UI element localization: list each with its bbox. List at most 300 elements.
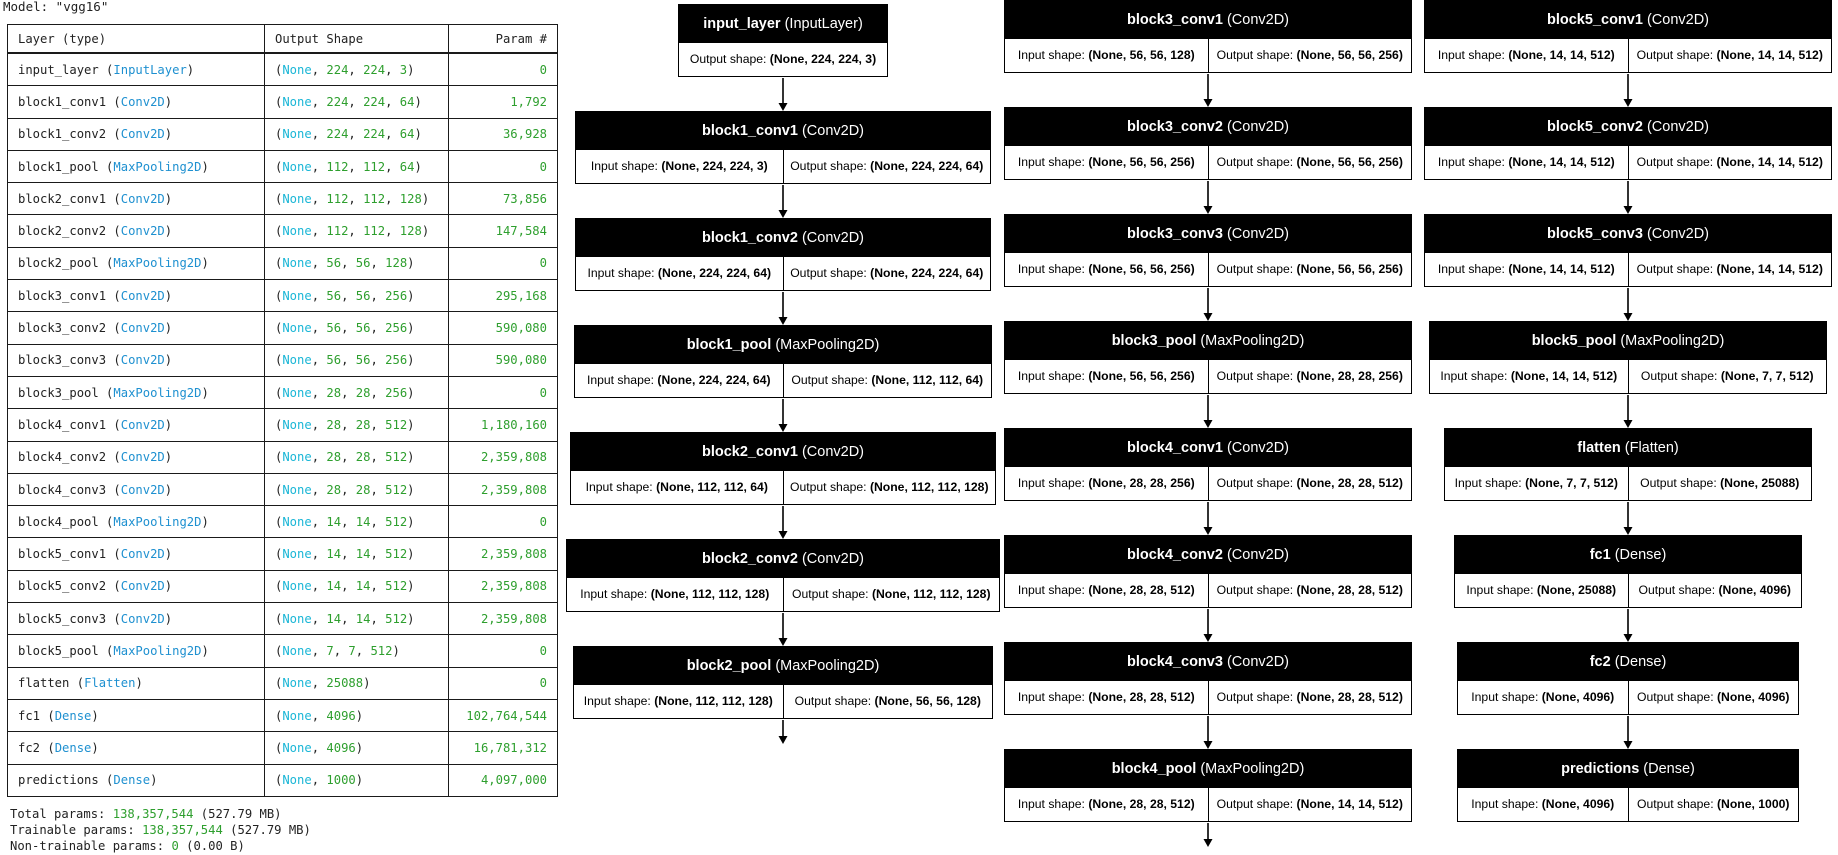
layer-name: block3_pool [18, 385, 99, 400]
output-shape-value: (None, 14, 14, 512) [1716, 48, 1823, 62]
shape-dim: 56 [326, 353, 342, 368]
layer-node [575, 218, 991, 291]
input-shape-value: (None, 56, 56, 256) [1088, 155, 1195, 169]
output-shape-cell: (None, 14, 14, 512) [265, 506, 449, 538]
input-shape [567, 578, 783, 611]
input-shape-value: (None, 14, 14, 512) [1508, 155, 1615, 169]
shape-dim: 56 [355, 256, 371, 271]
totals-size: (527.79 MB) [193, 807, 282, 821]
output-shape-value: (None, 28, 28, 512) [1296, 690, 1403, 704]
output-shape-label: Output shape: [1636, 155, 1717, 169]
layer-type: Dense [54, 708, 92, 723]
input-shape [1458, 788, 1628, 821]
totals-label: Trainable params: [10, 823, 143, 837]
input-shape-value: (None, 224, 224, 64) [657, 373, 771, 387]
layer-node [573, 646, 993, 719]
shape-dim: 56 [326, 256, 342, 271]
input-shape-label: Input shape: [590, 159, 662, 173]
input-shape [1005, 360, 1208, 393]
shape-dim: 256 [385, 288, 408, 303]
shape-dim: 224 [326, 127, 349, 142]
output-shape-value: (None, 112, 112, 64) [871, 373, 984, 387]
shape-dim: 14 [326, 611, 342, 626]
output-shape [1208, 253, 1412, 286]
layer-node-type: (Conv2D) [801, 123, 864, 139]
layer-node-shapes [576, 150, 990, 183]
layer-node-header [1005, 322, 1411, 360]
layer-node-header [679, 5, 887, 43]
shape-dim: 256 [385, 385, 408, 400]
input-shape-value: (None, 56, 56, 256) [1088, 262, 1195, 276]
layer-type: Conv2D [120, 321, 165, 336]
layer-cell: block2_pool (MaxPooling2D) [8, 247, 265, 279]
layer-node-type: (Conv2D) [1646, 119, 1709, 135]
output-shape [1208, 467, 1412, 500]
layer-node-name: block5_conv2 [1547, 119, 1643, 135]
table-row [8, 603, 558, 635]
shape-none: None [282, 708, 312, 723]
output-shape-label: Output shape: [1216, 583, 1297, 597]
layer-node-header [575, 326, 991, 364]
layer-node [1004, 535, 1412, 608]
shape-dim: 512 [385, 547, 408, 562]
table-row [8, 247, 558, 279]
edge-arrowhead [1624, 206, 1633, 214]
layer-name: block2_conv2 [18, 224, 107, 239]
input-shape-label: Input shape: [1017, 476, 1089, 490]
param-count-cell [449, 344, 558, 376]
layer-cell: block1_conv1 (Conv2D) [8, 86, 265, 118]
layer-type: Dense [113, 773, 151, 788]
layer-name: block4_conv3 [18, 482, 107, 497]
output-shape [1208, 788, 1412, 821]
output-shape-value: (None, 224, 224, 3) [769, 52, 877, 66]
output-shape-cell: (None, 4096) [265, 732, 449, 764]
layer-node [570, 432, 996, 505]
layer-node-type: (MaxPooling2D) [1200, 333, 1305, 349]
layer-type: Conv2D [120, 94, 165, 109]
layer-node-type: (MaxPooling2D) [775, 658, 880, 674]
layer-node [575, 111, 991, 184]
input-shape [1005, 467, 1208, 500]
shape-dim: 14 [355, 547, 371, 562]
layer-node-type: (InputLayer) [784, 16, 863, 32]
edge-arrowhead [779, 531, 788, 539]
layer-type: Conv2D [120, 611, 165, 626]
edge-arrowhead [1624, 527, 1633, 535]
input-shape-label: Input shape: [1017, 155, 1089, 169]
layer-node [1424, 0, 1832, 73]
input-shape-value: (None, 112, 112, 128) [654, 694, 773, 708]
shape-none: None [282, 385, 312, 400]
param-count: 147,584 [495, 224, 547, 239]
layer-cell: input_layer (InputLayer) [8, 53, 265, 86]
output-shape [1628, 253, 1832, 286]
summary-body [8, 53, 558, 796]
layer-node-header [1005, 108, 1411, 146]
shape-dim: 28 [326, 417, 342, 432]
layer-type: Conv2D [120, 353, 165, 368]
output-shape-label: Output shape: [791, 373, 872, 387]
shape-dim: 4096 [326, 740, 356, 755]
layer-name: block3_conv1 [18, 288, 107, 303]
layer-node-header [1430, 322, 1826, 360]
output-shape-cell: (None, 4096) [265, 699, 449, 731]
layer-cell: block2_conv2 (Conv2D) [8, 215, 265, 247]
layer-cell: block5_conv3 (Conv2D) [8, 603, 265, 635]
layer-node-shapes [567, 578, 999, 611]
shape-dim: 112 [363, 159, 386, 174]
output-shape-value: (None, 25088) [1720, 476, 1800, 490]
layer-node-name: block1_conv1 [702, 123, 798, 139]
edge-arrowhead [1204, 527, 1213, 535]
header-output-shape: Output Shape [265, 25, 449, 54]
output-shape [783, 471, 996, 504]
layer-node-shapes [575, 364, 991, 397]
shape-dim: 28 [326, 482, 342, 497]
table-row [8, 183, 558, 215]
output-shape [1208, 146, 1412, 179]
layer-node-name: block1_conv2 [702, 230, 798, 246]
layer-node-type: (Conv2D) [1646, 12, 1709, 28]
input-shape-label: Input shape: [1017, 583, 1089, 597]
output-shape-value: (None, 112, 112, 128) [871, 587, 991, 601]
layer-node-shapes [1005, 39, 1411, 72]
output-shape-value: (None, 4096) [1718, 583, 1791, 597]
shape-none: None [282, 159, 312, 174]
layer-type: Conv2D [120, 547, 165, 562]
header-param-count: Param # [449, 25, 558, 54]
output-shape-cell: (None, 28, 28, 512) [265, 441, 449, 473]
layer-node-name: block5_conv3 [1547, 226, 1643, 242]
shape-dim: 512 [385, 417, 408, 432]
layer-node [1457, 749, 1799, 822]
edge-arrowhead [779, 424, 788, 432]
layer-name: fc1 [18, 708, 41, 723]
shape-dim: 224 [326, 62, 349, 77]
edge-arrowhead [779, 103, 788, 111]
layer-type: Dense [54, 740, 92, 755]
input-shape-value: (None, 4096) [1541, 690, 1615, 704]
input-shape-value: (None, 14, 14, 512) [1508, 262, 1615, 276]
output-shape-value: (None, 7, 7, 512) [1720, 369, 1814, 383]
summary-header-row [8, 25, 558, 54]
param-count-cell [449, 473, 558, 505]
param-count: 102,764,544 [466, 708, 547, 723]
output-shape-cell: (None, 28, 28, 512) [265, 473, 449, 505]
layer-node [1457, 642, 1799, 715]
param-totals [10, 806, 311, 854]
header-layer-type: Layer (type) [8, 25, 265, 54]
input-shape-label: Input shape: [1017, 797, 1089, 811]
layer-name: block5_pool [18, 643, 99, 658]
shape-dim: 64 [399, 127, 415, 142]
layer-node-name: block1_pool [686, 337, 772, 353]
table-row [8, 409, 558, 441]
output-shape-value: (None, 224, 224, 64) [870, 159, 984, 173]
shape-dim: 28 [355, 482, 371, 497]
edge-arrowhead [1624, 420, 1633, 428]
table-row [8, 215, 558, 247]
shape-none: None [282, 288, 312, 303]
layer-name: flatten [18, 676, 70, 691]
layer-node-header [567, 540, 999, 578]
edge-arrowhead [1204, 741, 1213, 749]
param-count-cell [449, 215, 558, 247]
shape-dim: 14 [326, 547, 342, 562]
output-shape-value: (None, 28, 28, 512) [1296, 583, 1403, 597]
output-shape-value: (None, 56, 56, 256) [1296, 48, 1403, 62]
shape-dim: 7 [326, 643, 334, 658]
input-shape-value: (None, 224, 224, 64) [657, 266, 772, 280]
input-shape-label: Input shape: [1437, 155, 1509, 169]
shape-none: None [282, 579, 312, 594]
input-shape-label: Input shape: [1440, 369, 1511, 383]
shape-dim: 112 [326, 224, 349, 239]
layer-node-type: (Conv2D) [1226, 12, 1289, 28]
output-shape [679, 43, 887, 76]
layer-type: MaxPooling2D [113, 643, 202, 658]
shape-dim: 14 [355, 611, 371, 626]
shape-dim: 224 [363, 62, 386, 77]
layer-name: block5_conv2 [18, 579, 107, 594]
output-shape-value: (None, 224, 224, 64) [870, 266, 984, 280]
param-count-cell [449, 280, 558, 312]
output-shape-label: Output shape: [1637, 690, 1717, 704]
layer-node-header [1425, 108, 1831, 146]
input-shape-label: Input shape: [1017, 48, 1089, 62]
output-shape-label: Output shape: [1637, 797, 1717, 811]
layer-node-name: block5_pool [1531, 333, 1617, 349]
table-row [8, 506, 558, 538]
shape-none: None [282, 450, 312, 465]
shape-none: None [282, 773, 312, 788]
table-row [8, 312, 558, 344]
input-shape [1430, 360, 1628, 393]
layer-node-name: block3_conv1 [1127, 12, 1223, 28]
param-count-cell [449, 376, 558, 408]
param-count: 1,792 [510, 94, 547, 109]
shape-dim: 64 [399, 159, 415, 174]
shape-dim: 512 [370, 643, 393, 658]
layer-node-name: predictions [1561, 761, 1640, 777]
layer-node-name: block2_pool [686, 658, 772, 674]
param-count-cell [449, 538, 558, 570]
totals-line [10, 838, 311, 854]
output-shape-label: Output shape: [1216, 369, 1297, 383]
input-shape [576, 257, 783, 290]
layer-type: Flatten [84, 676, 136, 691]
layer-node-type: (Conv2D) [801, 230, 864, 246]
layer-node-name: block5_conv1 [1547, 12, 1643, 28]
edge-arrowhead [1204, 313, 1213, 321]
layer-name: block4_conv2 [18, 450, 107, 465]
layer-type: Conv2D [120, 224, 165, 239]
totals-label: Total params: [10, 807, 113, 821]
table-row [8, 635, 558, 667]
table-row [8, 699, 558, 731]
input-shape-value: (None, 25088) [1536, 583, 1617, 597]
shape-dim: 28 [355, 385, 371, 400]
shape-dim: 7 [348, 643, 356, 658]
output-shape-cell: (None, 112, 112, 128) [265, 215, 449, 247]
layer-node [1004, 0, 1412, 73]
param-count-cell [449, 150, 558, 182]
output-shape-label: Output shape: [1636, 48, 1717, 62]
shape-dim: 4096 [326, 708, 356, 723]
input-shape [1458, 681, 1628, 714]
edge-arrowhead [1204, 634, 1213, 642]
layer-name: block4_conv1 [18, 417, 107, 432]
layer-node-header [1445, 429, 1811, 467]
input-shape-label: Input shape: [583, 694, 655, 708]
layer-name: input_layer [18, 62, 99, 77]
input-shape [1455, 574, 1628, 607]
layer-node-shapes [1005, 253, 1411, 286]
layer-node-shapes [1458, 788, 1798, 821]
layer-node-shapes [1425, 253, 1831, 286]
layer-node-shapes [1005, 360, 1411, 393]
edge-arrowhead [779, 638, 788, 646]
output-shape-cell: (None, 224, 224, 64) [265, 86, 449, 118]
layer-name: fc2 [18, 740, 41, 755]
layer-cell: predictions (Dense) [8, 764, 265, 796]
input-shape-label: Input shape: [1471, 797, 1542, 811]
shape-none: None [282, 417, 312, 432]
input-shape-label: Input shape: [1017, 690, 1089, 704]
totals-label: Non-trainable params: [10, 839, 172, 853]
output-shape-value: (None, 56, 56, 128) [874, 694, 981, 708]
input-shape-label: Input shape: [1017, 369, 1089, 383]
shape-none: None [282, 94, 312, 109]
output-shape [783, 578, 1000, 611]
output-shape-label: Output shape: [1216, 155, 1297, 169]
totals-value: 0 [171, 839, 179, 853]
input-shape [576, 150, 783, 183]
param-count-cell [449, 53, 558, 86]
shape-dim: 56 [326, 288, 342, 303]
shape-dim: 14 [355, 514, 371, 529]
edge-arrowhead [1624, 313, 1633, 321]
layer-node-shapes [1425, 39, 1831, 72]
output-shape-label: Output shape: [794, 694, 875, 708]
layer-type: Conv2D [120, 450, 165, 465]
shape-dim: 28 [326, 450, 342, 465]
layer-type: Conv2D [120, 579, 165, 594]
output-shape-value: (None, 56, 56, 256) [1296, 262, 1403, 276]
layer-node-header [1458, 643, 1798, 681]
shape-none: None [282, 482, 312, 497]
edge-arrowhead [1624, 634, 1633, 642]
layer-node-header [1455, 536, 1801, 574]
layer-name: block1_conv2 [18, 127, 107, 142]
layer-node [1424, 107, 1832, 180]
input-shape [1005, 574, 1208, 607]
table-row [8, 280, 558, 312]
output-shape [1628, 681, 1799, 714]
layer-node-shapes [1005, 574, 1411, 607]
shape-dim: 56 [355, 353, 371, 368]
layer-cell: flatten (Flatten) [8, 667, 265, 699]
input-shape [571, 471, 783, 504]
totals-size: (527.79 MB) [222, 823, 311, 837]
table-row [8, 570, 558, 602]
shape-none: None [282, 353, 312, 368]
input-shape [1425, 146, 1628, 179]
layer-cell: block5_conv2 (Conv2D) [8, 570, 265, 602]
table-row [8, 441, 558, 473]
input-shape [574, 685, 783, 718]
layer-node-shapes [1005, 467, 1411, 500]
input-shape [1425, 39, 1628, 72]
shape-dim: 112 [363, 224, 386, 239]
input-shape-label: Input shape: [587, 266, 658, 280]
layer-node-type: (Conv2D) [801, 444, 864, 460]
shape-dim: 56 [326, 321, 342, 336]
param-count: 0 [539, 385, 547, 400]
layer-node-shapes [1005, 146, 1411, 179]
layer-node-header [1005, 1, 1411, 39]
table-row [8, 118, 558, 150]
layer-type: MaxPooling2D [113, 256, 202, 271]
shape-dim: 14 [326, 514, 342, 529]
param-count: 16,781,312 [473, 740, 547, 755]
model-summary-table [7, 24, 558, 797]
output-shape-cell: (None, 56, 56, 256) [265, 280, 449, 312]
output-shape [783, 150, 991, 183]
layer-cell: block1_conv2 (Conv2D) [8, 118, 265, 150]
table-row [8, 667, 558, 699]
shape-dim: 512 [385, 514, 408, 529]
layer-node-header [574, 647, 992, 685]
table-row [8, 764, 558, 796]
param-count-cell [449, 699, 558, 731]
layer-node [1004, 107, 1412, 180]
layer-type: Conv2D [120, 482, 165, 497]
layer-node-name: fc1 [1589, 547, 1611, 563]
output-shape-cell: (None, 14, 14, 512) [265, 570, 449, 602]
layer-node-header [1458, 750, 1798, 788]
layer-node-type: (Flatten) [1624, 440, 1679, 456]
layer-cell: block4_pool (MaxPooling2D) [8, 506, 265, 538]
layer-name: block4_pool [18, 514, 99, 529]
layer-node [574, 325, 992, 398]
output-shape-cell: (None, 56, 56, 128) [265, 247, 449, 279]
input-shape-label: Input shape: [1454, 476, 1526, 490]
layer-node-type: (MaxPooling2D) [775, 337, 880, 353]
output-shape-cell: (None, 1000) [265, 764, 449, 796]
shape-dim: 224 [326, 94, 349, 109]
layer-cell: block4_conv3 (Conv2D) [8, 473, 265, 505]
edge-arrowhead [1204, 420, 1213, 428]
layer-node-shapes [576, 257, 990, 290]
output-shape [1208, 574, 1412, 607]
layer-node-header [571, 433, 995, 471]
shape-dim: 3 [399, 62, 408, 77]
param-count-cell [449, 409, 558, 441]
layer-cell: fc2 (Dense) [8, 732, 265, 764]
param-count-cell [449, 635, 558, 667]
input-shape-label: Input shape: [586, 373, 658, 387]
shape-none: None [282, 740, 312, 755]
edge-arrowhead [1204, 839, 1213, 847]
output-shape [1628, 39, 1832, 72]
output-shape [1628, 360, 1827, 393]
param-count-cell [449, 312, 558, 344]
output-shape-cell: (None, 14, 14, 512) [265, 538, 449, 570]
totals-line [10, 822, 311, 838]
layer-node-type: (MaxPooling2D) [1620, 333, 1725, 349]
